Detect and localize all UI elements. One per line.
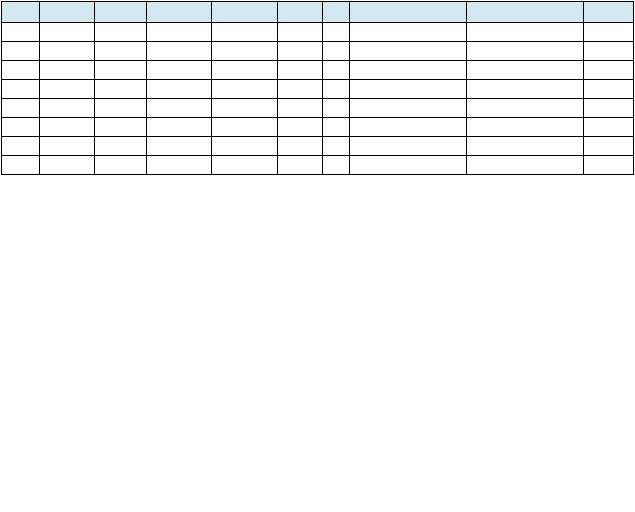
trend-icon (278, 118, 323, 137)
header-count (323, 2, 350, 23)
trend-icon (278, 61, 323, 80)
header-product (95, 2, 147, 23)
low-cell (467, 137, 584, 156)
price-5-cell (212, 42, 278, 61)
count-cell (323, 23, 350, 42)
price-5-cell (212, 80, 278, 99)
rank-cell (2, 118, 40, 137)
rank-cell (2, 61, 40, 80)
table-row (2, 118, 634, 137)
count-cell (323, 99, 350, 118)
low-cell (467, 23, 584, 42)
header-rank (2, 2, 40, 23)
province-cell (40, 99, 95, 118)
province-cell (40, 23, 95, 42)
product-cell (95, 61, 147, 80)
price-6-cell (147, 137, 212, 156)
price-5-cell (212, 99, 278, 118)
low-cell (467, 42, 584, 61)
header-price-6 (147, 2, 212, 23)
header-diff (584, 2, 634, 23)
high-cell (350, 99, 467, 118)
count-cell (323, 118, 350, 137)
trend-icon (278, 156, 323, 175)
product-cell (95, 42, 147, 61)
header-price-5 (212, 2, 278, 23)
count-cell (323, 137, 350, 156)
table-row (2, 137, 634, 156)
rank-cell (2, 42, 40, 61)
high-cell (350, 23, 467, 42)
rank-cell (2, 99, 40, 118)
product-cell (95, 23, 147, 42)
product-cell (95, 156, 147, 175)
high-cell (350, 61, 467, 80)
price-6-cell (147, 23, 212, 42)
header-province (40, 2, 95, 23)
table-row (2, 99, 634, 118)
province-cell (40, 137, 95, 156)
header-high (350, 2, 467, 23)
price-6-cell (147, 118, 212, 137)
trend-icon (278, 80, 323, 99)
pig-price-table (1, 1, 634, 175)
high-cell (350, 118, 467, 137)
trend-icon (278, 23, 323, 42)
trend-icon (278, 42, 323, 61)
count-cell (323, 61, 350, 80)
price-6-cell (147, 80, 212, 99)
table-row (2, 61, 634, 80)
low-cell (467, 61, 584, 80)
table-row (2, 42, 634, 61)
rank-cell (2, 80, 40, 99)
table-row (2, 156, 634, 175)
province-cell (40, 80, 95, 99)
product-cell (95, 118, 147, 137)
province-cell (40, 118, 95, 137)
header-row (2, 2, 634, 23)
province-cell (40, 156, 95, 175)
count-cell (323, 80, 350, 99)
high-cell (350, 80, 467, 99)
rank-cell (2, 137, 40, 156)
rank-cell (2, 156, 40, 175)
diff-cell (584, 156, 634, 175)
high-cell (350, 137, 467, 156)
diff-cell (584, 61, 634, 80)
count-cell (323, 156, 350, 175)
price-5-cell (212, 23, 278, 42)
table-row (2, 80, 634, 99)
product-cell (95, 137, 147, 156)
rank-cell (2, 23, 40, 42)
product-cell (95, 99, 147, 118)
high-cell (350, 42, 467, 61)
low-cell (467, 99, 584, 118)
diff-cell (584, 42, 634, 61)
low-cell (467, 118, 584, 137)
price-5-cell (212, 61, 278, 80)
diff-cell (584, 137, 634, 156)
count-cell (323, 42, 350, 61)
price-5-cell (212, 118, 278, 137)
high-cell (350, 156, 467, 175)
product-cell (95, 80, 147, 99)
trend-icon (278, 99, 323, 118)
price-5-cell (212, 137, 278, 156)
diff-cell (584, 23, 634, 42)
low-cell (467, 156, 584, 175)
price-6-cell (147, 99, 212, 118)
low-cell (467, 80, 584, 99)
header-low (467, 2, 584, 23)
price-6-cell (147, 61, 212, 80)
price-5-cell (212, 156, 278, 175)
price-6-cell (147, 156, 212, 175)
table-row (2, 23, 634, 42)
diff-cell (584, 99, 634, 118)
trend-icon (278, 137, 323, 156)
header-trend (278, 2, 323, 23)
price-6-cell (147, 42, 212, 61)
diff-cell (584, 118, 634, 137)
province-cell (40, 42, 95, 61)
table-body (2, 2, 634, 175)
province-cell (40, 61, 95, 80)
diff-cell (584, 80, 634, 99)
